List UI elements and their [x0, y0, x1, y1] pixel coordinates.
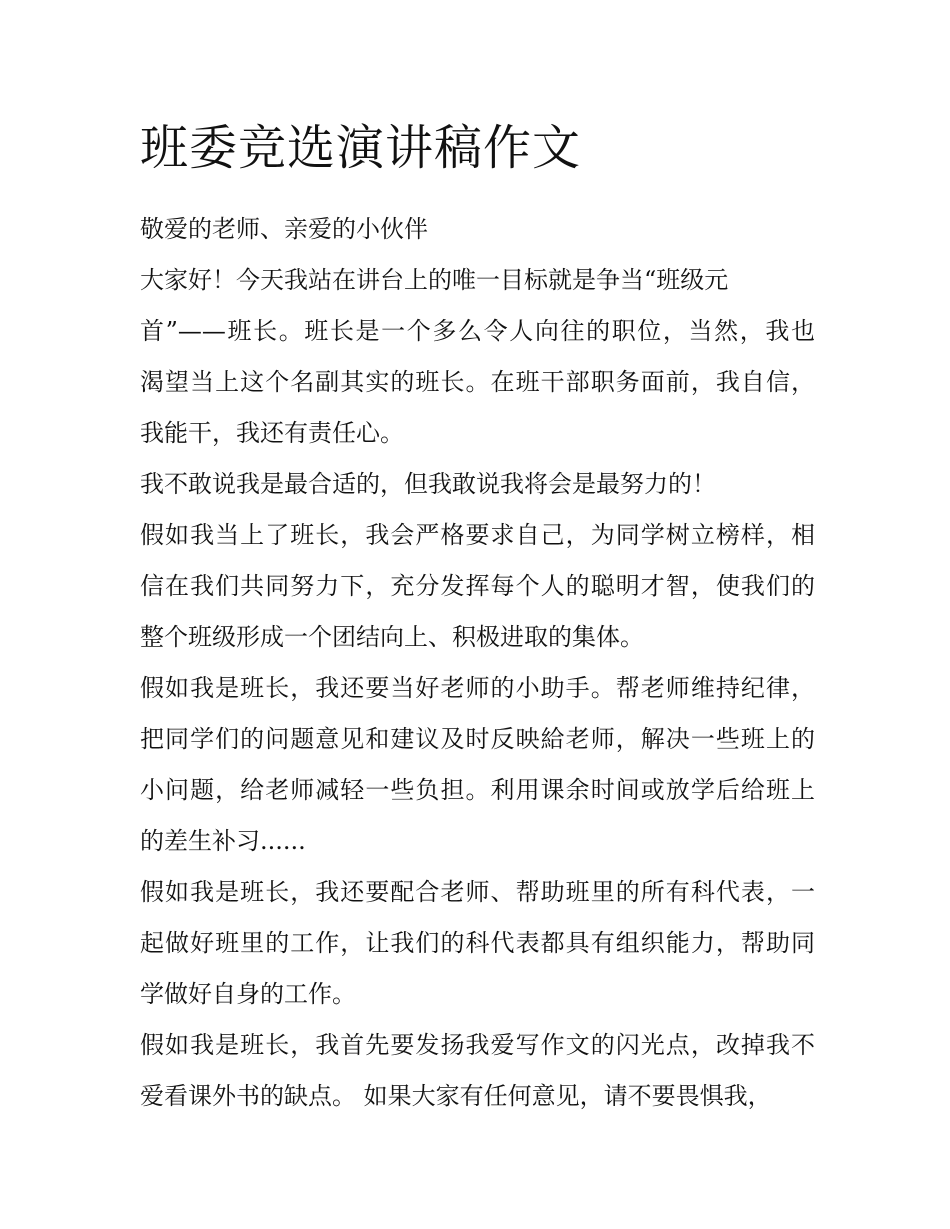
body-line: 假如我是班长，我首先要发扬我爱写作文的闪光点，改掉我不: [140, 1031, 815, 1059]
body-line: 假如我当上了班长，我会严格要求自己，为同学树立榜样，相: [140, 521, 815, 549]
body-line: 我能干，我还有责任心。: [140, 419, 404, 447]
body-line: 大家好！今天我站在讲台上的唯一目标就是争当“班级元: [140, 266, 729, 294]
body-line: 信在我们共同努力下，充分发挥每个人的聪明才智，使我们的: [140, 572, 815, 600]
body-line: 我不敢说我是最合适的，但我敢说我将会是最努力的！: [140, 470, 716, 498]
body-line: 假如我是班长，我还要当好老师的小助手。帮老师维持纪律，: [140, 674, 815, 702]
body-line: 爱看课外书的缺点。 如果大家有任何意见，请不要畏惧我，: [140, 1082, 772, 1110]
document-title: 班委竞选演讲稿作文: [140, 120, 582, 176]
body-line: 首”——班长。班长是一个多么令人向往的职位，当然，我也: [140, 317, 815, 345]
body-line: 整个班级形成一个团结向上、积极进取的集体。: [140, 623, 644, 651]
document-page: [140, 110, 815, 1122]
body-line: 假如我是班长，我还要配合老师、帮助班里的所有科代表，一: [140, 878, 815, 906]
body-line: 起做好班里的工作，让我们的科代表都具有组织能力，帮助同: [140, 929, 815, 957]
body-line: 小问题，给老师减轻一些负担。利用课余时间或放学后给班上: [140, 776, 815, 804]
document-body: [140, 204, 815, 1122]
body-line: 的差生补习......: [140, 827, 306, 855]
body-line: 把同学们的问题意见和建议及时反映給老师，解决一些班上的: [140, 725, 815, 753]
body-line: 渴望当上这个名副其实的班长。在班干部职务面前，我自信，: [140, 368, 815, 396]
body-line: 学做好自身的工作。: [140, 980, 356, 1008]
body-line: 敬爱的老师、亲爱的小伙伴: [140, 215, 428, 243]
